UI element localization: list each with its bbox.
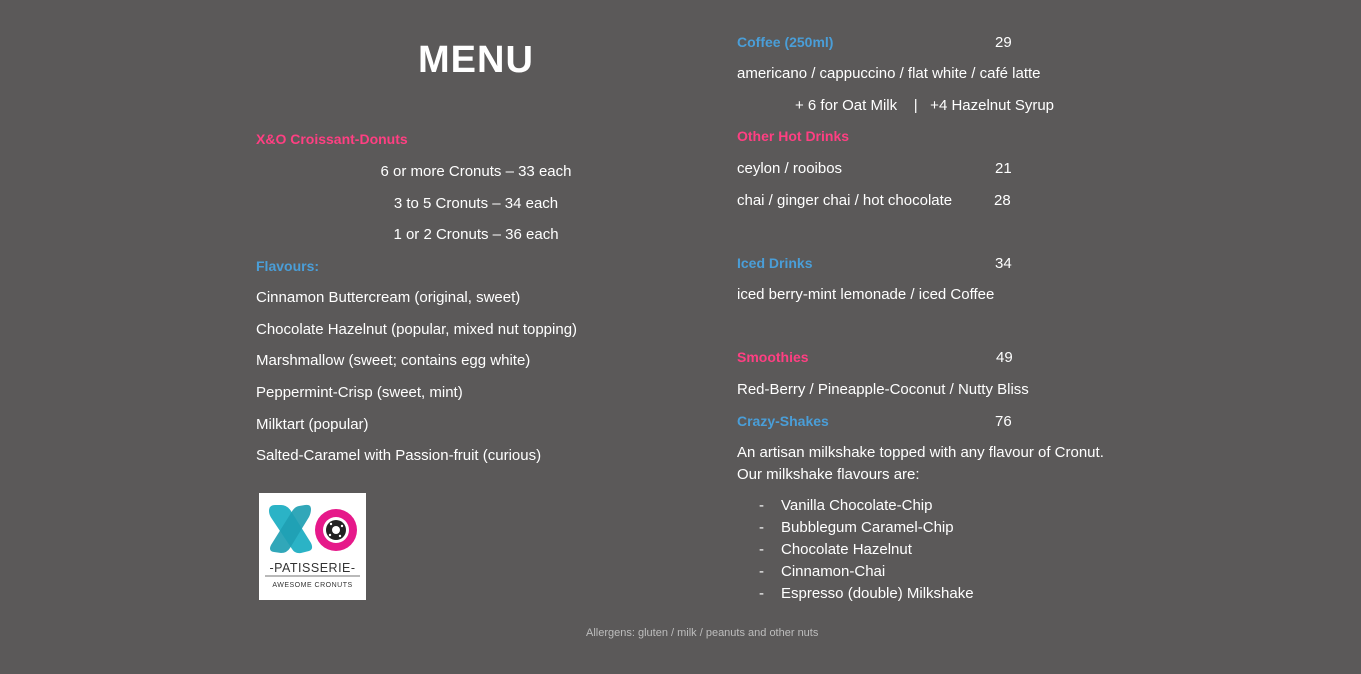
list-item: - Espresso (double) Milkshake <box>759 585 974 602</box>
xo-logo-graphic <box>259 493 366 600</box>
flavours-heading: Flavours: <box>256 258 320 274</box>
shake-flavour: Espresso (double) Milkshake <box>781 585 974 602</box>
other-hot-drinks-heading: Other Hot Drinks <box>737 128 850 144</box>
smoothies-heading: Smoothies <box>737 349 809 365</box>
shake-flavour-list <box>737 495 974 605</box>
allergens-note: Allergens: gluten / milk / peanuts and other nuts <box>586 627 819 639</box>
coffee-extras: + 6 for Oat Milk | +4 Hazelnut Syrup <box>795 97 1055 114</box>
hot-drink-name: ceylon / rooibos <box>737 160 843 177</box>
x-mark-icon <box>269 505 312 553</box>
price-tier-2: 3 to 5 Cronuts – 34 each <box>393 195 559 212</box>
menu-title: MENU <box>418 39 534 81</box>
crazy-shakes-heading: Crazy-Shakes <box>737 413 829 429</box>
shake-flavour: Bubblegum Caramel-Chip <box>781 519 954 536</box>
coffee-items: americano / cappuccino / flat white / café latte <box>737 65 1041 82</box>
flavour-item: Milktart (popular) <box>256 416 369 433</box>
flavour-item: Chocolate Hazelnut (popular, mixed nut topping) <box>256 321 578 338</box>
price-tier-3: 1 or 2 Cronuts – 36 each <box>393 226 559 243</box>
smoothies-price: 49 <box>996 349 1013 366</box>
list-item: - Cinnamon-Chai <box>759 563 886 580</box>
shakes-description: An artisan milkshake topped with any flavour of Cronut. <box>737 444 1104 461</box>
list-item: - Chocolate Hazelnut <box>759 541 912 558</box>
hot-drink-name: chai / ginger chai / hot chocolate <box>737 192 953 209</box>
flavour-item: Marshmallow (sweet; contains egg white) <box>256 352 531 369</box>
crazy-shakes-price: 76 <box>995 413 1012 430</box>
hot-drink-price: 28 <box>994 192 1011 209</box>
iced-drinks-price: 34 <box>995 255 1012 272</box>
shakes-flavours-intro: Our milkshake flavours are: <box>737 466 920 483</box>
flavour-item: Salted-Caramel with Passion-fruit (curious) <box>256 447 542 464</box>
croissants-heading: X&O Croissant-Donuts <box>256 131 408 147</box>
coffee-heading: Coffee (250ml) <box>737 34 834 50</box>
iced-drinks-heading: Iced Drinks <box>737 255 813 271</box>
shake-flavour: Vanilla Chocolate-Chip <box>781 497 933 514</box>
flavour-item: Peppermint-Crisp (sweet, mint) <box>256 384 463 401</box>
hot-drink-price: 21 <box>995 160 1012 177</box>
shake-flavour: Chocolate Hazelnut <box>781 541 912 558</box>
iced-drinks-items: iced berry-mint lemonade / iced Coffee <box>737 286 995 303</box>
list-item: - Bubblegum Caramel-Chip <box>759 519 954 536</box>
xo-patisserie-logo <box>259 493 366 600</box>
flavour-item: Cinnamon Buttercream (original, sweet) <box>256 289 521 306</box>
tagline-text: AWESOME CRONUTS <box>272 582 353 589</box>
coffee-price: 29 <box>995 34 1012 51</box>
list-item: - Vanilla Chocolate-Chip <box>759 497 933 514</box>
patisserie-text: -PATISSERIE- <box>269 561 356 575</box>
donut-icon <box>315 509 357 551</box>
smoothies-items: Red-Berry / Pineapple-Coconut / Nutty Bliss <box>737 381 1029 398</box>
price-tier-1: 6 or more Cronuts – 33 each <box>380 163 572 180</box>
shake-flavour: Cinnamon-Chai <box>781 563 886 580</box>
